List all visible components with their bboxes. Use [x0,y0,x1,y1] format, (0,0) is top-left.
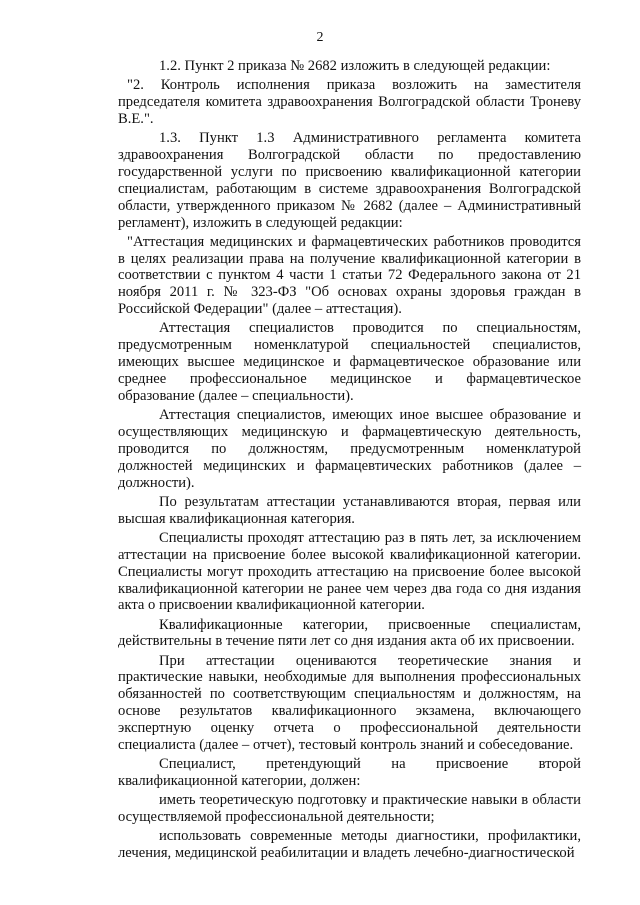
paragraph-second-category: Специалист, претендующий на присвоение второй квалификационной категории, должен: [118,756,581,790]
paragraph-quote-2: "2. Контроль исполнения приказа возложить на заместителя председателя комитета здравоохранения Волгоградской области Троневу В.Е.". [118,77,581,127]
paragraph-evaluation: При аттестации оцениваются теоретические знания и практические навыки, необходимые для выполнения профессиональных обязанностей по соответствующим специальностям и должностям, на основе результатов квалификационного экзамена, включающего экспертную оценку отчета о профессиональной деятельности специалиста (далее – отчет), тестовый контроль знаний и собеседование. [118,652,581,754]
paragraph-requirement-1: иметь теоретическую подготовку и практические навыки в области осуществляемой профессиональной деятельности; [118,792,581,826]
paragraph-positions: Аттестация специалистов, имеющих иное высшее образование и осуществляющих медицинскую и фармацевтическую деятельность, проводится по должностям, предусмотренным номенклатурой должностей медицинских и фармацевтических работников (далее – должности). [118,407,581,491]
document-body [118,58,581,864]
page-number: 2 [316,30,324,45]
paragraph-frequency: Специалисты проходят аттестацию раз в пять лет, за исключением аттестации на присвоение более высокой квалификационной категории. Специалисты могут проходить аттестацию на присвоение более высокой квалификационной категории не ранее чем через два года со дня издания акта о присвоении квалификационной категории. [118,529,581,614]
paragraph-categories: По результатам аттестации устанавливаются вторая, первая или высшая квалификационная категория. [118,493,581,527]
paragraph-requirement-2: использовать современные методы диагностики, профилактики, лечения, медицинской реабилитации и владеть лечебно-диагностической [118,828,581,862]
paragraph-validity: Квалификационные категории, присвоенные специалистам, действительны в течение пяти лет со дня издания акта об их присвоении. [118,616,581,650]
paragraph-attestation-intro: "Аттестация медицинских и фармацевтических работников проводится в целях реализации права на получение квалификационной категории в соответствии с пунктом 4 части 1 статьи 72 Федерального закона от 21 ноября 2011 г. № 323-ФЗ "Об основах охраны здоровья граждан в Российской Федерации" (далее – аттестация). [118,233,581,318]
paragraph-1-2: 1.2. Пункт 2 приказа № 2682 изложить в следующей редакции: [159,58,551,74]
paragraph-specialties: Аттестация специалистов проводится по специальностям, предусмотренным номенклатурой специальностей специалистов, имеющих высшее медицинское и фармацевтическое образование или среднее профессиональное медицинское и фармацевтическое образование (далее – специальности). [118,320,581,404]
paragraph-1-3: 1.3. Пункт 1.3 Административного регламента комитета здравоохранения Волгоградской области по предоставлению государственной услуги по присвоению квалификационной категории специалистам, работающим в системе здравоохранения Волгоградской области, утвержденного приказом № 2682 (далее – Административный регламент), изложить в следующей редакции: [118,130,581,231]
